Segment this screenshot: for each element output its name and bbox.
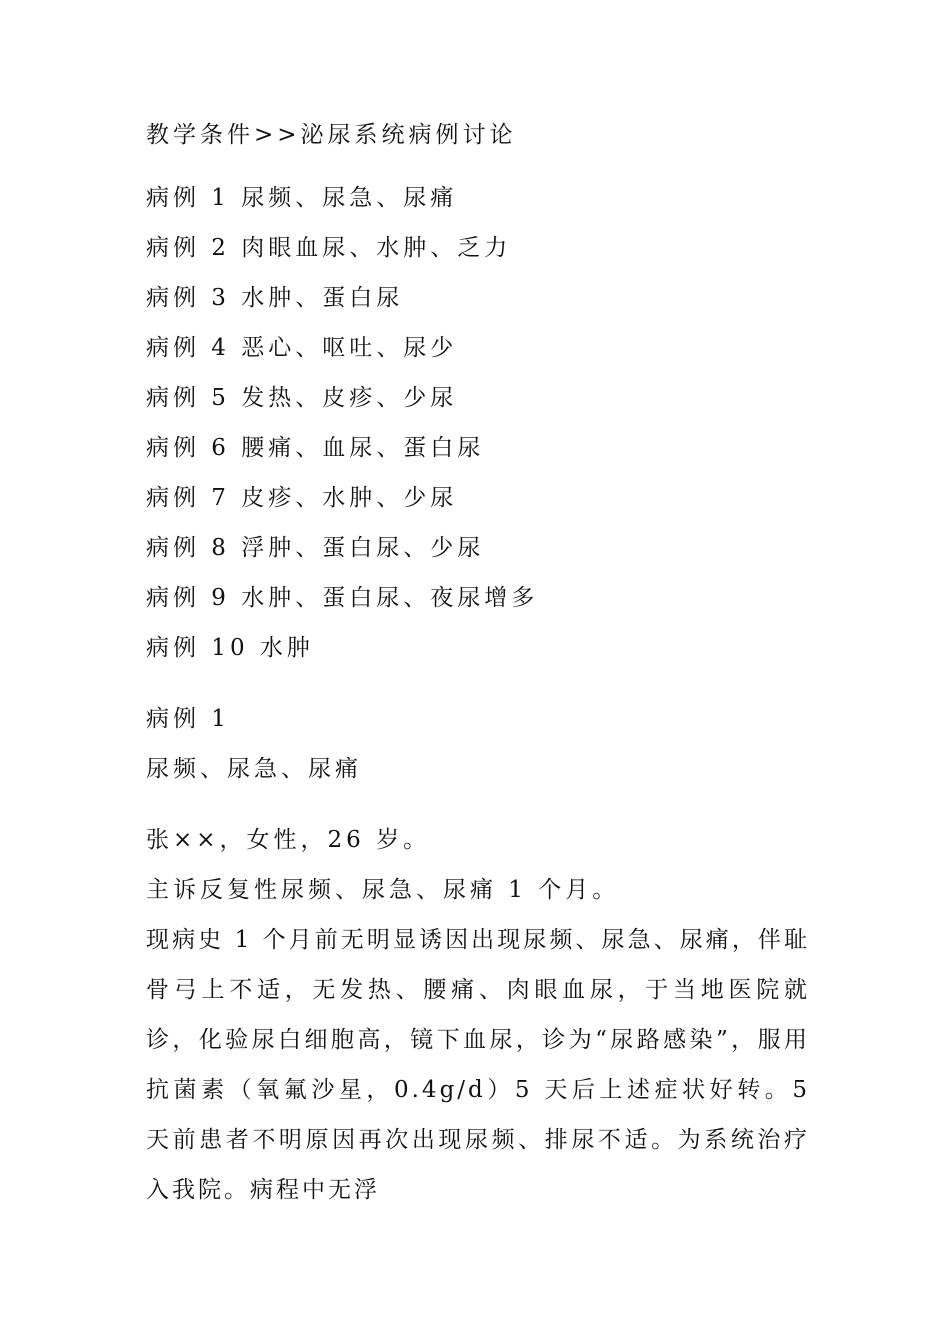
case-list-item: 病例 6 腰痛、血尿、蛋白尿 [146, 435, 485, 461]
case-list-item: 病例 1 尿频、尿急、尿痛 [146, 185, 458, 211]
patient-info: 张××，女性，26 岁。 [146, 827, 431, 853]
case-list-item: 病例 7 皮疹、水肿、少尿 [146, 485, 458, 511]
case-list-item: 病例 8 浮肿、蛋白尿、少尿 [146, 535, 485, 561]
case-list-item: 病例 4 恶心、呕吐、尿少 [146, 335, 458, 361]
case-list-item: 病例 9 水肿、蛋白尿、夜尿增多 [146, 585, 539, 611]
case-list-item: 病例 3 水肿、蛋白尿 [146, 285, 404, 311]
page-title: 教学条件>>泌尿系统病例讨论 [146, 122, 517, 148]
chief-complaint: 主诉反复性尿频、尿急、尿痛 1 个月。 [146, 877, 620, 903]
case-list-item: 病例 2 肉眼血尿、水肿、乏力 [146, 235, 512, 261]
present-illness-history: 现病史 1 个月前无明显诱因出现尿频、尿急、尿痛，伴耻骨弓上不适，无发热、腰痛、肉眼血尿，于当地医院就诊，化验尿白细胞高，镜下血尿，诊为“尿路感染”，服用抗菌素（氧氟沙星，0.4g/d）5 天后上述症状好转。5 天前患者不明原因再次出现尿频、排尿不适。为系统治疗入我院。病程中无浮 [146, 927, 810, 1203]
case-list-item: 病例 10 水肿 [146, 635, 314, 661]
case-symptoms: 尿频、尿急、尿痛 [146, 756, 362, 782]
case-list-item: 病例 5 发热、皮疹、少尿 [146, 385, 458, 411]
case-heading: 病例 1 [146, 706, 230, 732]
